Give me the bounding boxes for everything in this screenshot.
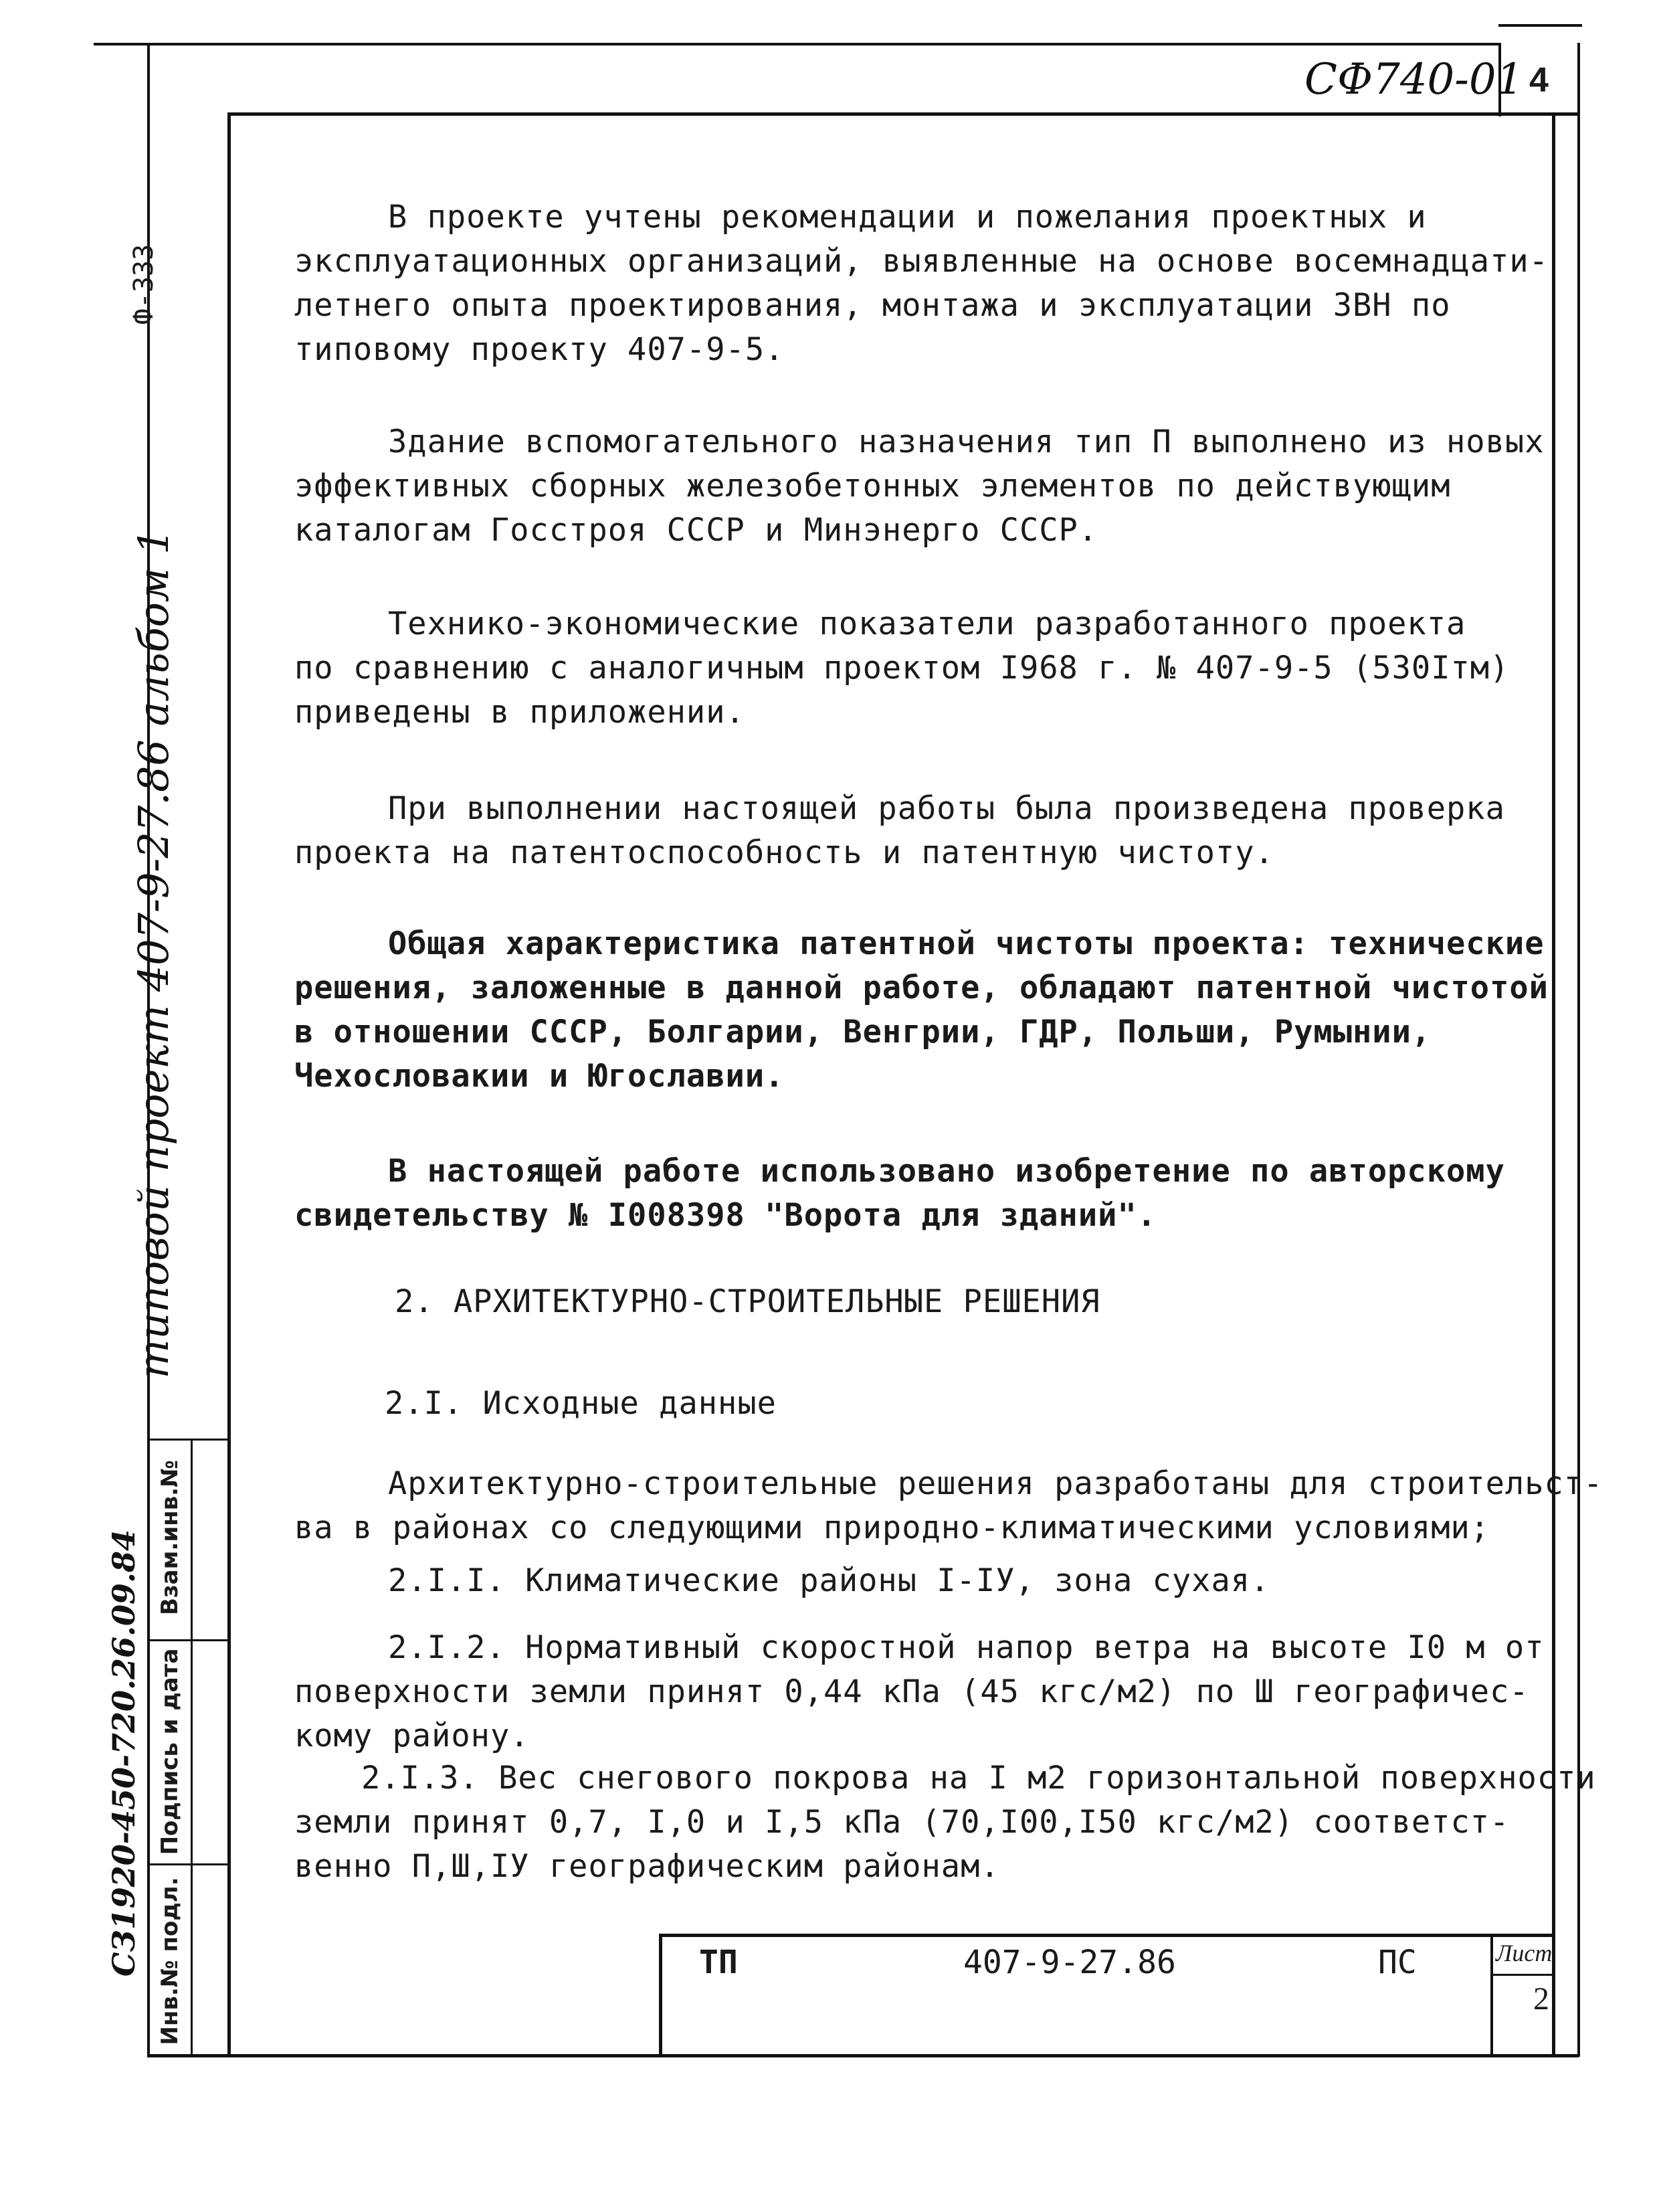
title-block-series: ТП	[699, 1944, 738, 1981]
title-block-top	[659, 1934, 1555, 1937]
outer-frame-right	[1577, 43, 1580, 2057]
paragraph-snow: 2.I.3. Вес снегового покрова на I м2 горизонтальной поверхности земли принят 0,7, I,0 и I,5 кПа (70,I00,I50 кгс/м2) соответст- венно П,Ш,IУ географическим районам.	[294, 1760, 1596, 1885]
title-block-sheet-number: 2	[1533, 1981, 1549, 2017]
paragraph-patent-check: При выполнении настоящей работы была произведена проверка проекта на патентоспособность и патентную чистоту.	[294, 790, 1505, 871]
stamp-col-1	[147, 1439, 149, 2057]
frame-bottom	[147, 2054, 1579, 2057]
stamp-label-inv-original: Инв.№ подл.	[157, 1877, 183, 2045]
paragraph-conditions: Архитектурно-строительные решения разработаны для строительст- ва в районах со следующими природно-климатическими условиями;	[294, 1465, 1603, 1546]
handwritten-inventory-number: СЗ1920-450-720.26.09.84	[106, 1529, 142, 1977]
paragraph-invention: В настоящей работе использовано изобретение по авторскому свидетельству № I008398 "Ворота для зданий".	[294, 1153, 1505, 1234]
archive-code: Ф-333	[128, 244, 159, 325]
header-rule-left	[94, 43, 1498, 45]
title-block-section: ПС	[1378, 1944, 1417, 1981]
paragraph-patent-purity: Общая характеристика патентной чистоты проекта: технические решения, заложенные в данной работе, обладают патентной чистотой в отношении СССР, Болгарии, Венгрии, ГДР, Польши, Румынии, Чехословакии и Югославии.	[294, 925, 1549, 1095]
document-code: СФ740-01	[1304, 55, 1524, 104]
frame-left	[227, 112, 231, 2057]
page-number: 4	[1529, 61, 1549, 100]
frame-top	[227, 112, 1579, 116]
stamp-col-2	[191, 1439, 193, 2057]
title-block-sheet-row	[1490, 1974, 1554, 1976]
title-block-sheet-label: Лист	[1496, 1940, 1553, 1966]
title-block-sheet-divider	[1490, 1934, 1493, 2057]
stamp-label-replacement-inv: Взам.инв.№	[157, 1460, 183, 1615]
title-block-project-number: 407-9-27.86	[963, 1944, 1176, 1981]
handwritten-project-title: типовой проект 407-9-27.86 альбом 1	[129, 528, 178, 1379]
paragraph-climate: 2.I.I. Климатические районы I-IУ, зона сухая.	[388, 1562, 1270, 1599]
paragraph-experience: В проекте учтены рекомендации и пожелания проектных и эксплуатационных организаций, выявленные на основе восемнадцати- летнего опыта проектирования, монтажа и эксплуатации ЗВН по типовому проекту 407-9-5.	[294, 199, 1549, 368]
stamp-label-signature-date: Подпись и дата	[157, 1648, 183, 1855]
paragraph-building: Здание вспомогательного назначения тип П выполнено из новых эффективных сборных железобетонных элементов по действующим каталогам Госстроя СССР и Минэнерго СССР.	[294, 424, 1545, 549]
title-block-left	[659, 1934, 662, 2057]
paragraph-wind: 2.I.2. Нормативный скоростной напор ветра на высоте I0 м от поверхности земли принят 0,44 кПа (45 кгс/м2) по Ш географичес- кому району.	[294, 1629, 1545, 1754]
header-tab-top	[1498, 24, 1582, 27]
paragraph-indicators: Технико-экономические показатели разработанного проекта по сравнению с аналогичным проектом I968 г. № 407-9-5 (530Iтм) приведены в приложении.	[294, 606, 1510, 731]
section-title: 2. АРХИТЕКТУРНО-СТРОИТЕЛЬНЫЕ РЕШЕНИЯ	[395, 1283, 1100, 1320]
subsection-title: 2.I. Исходные данные	[385, 1385, 777, 1422]
